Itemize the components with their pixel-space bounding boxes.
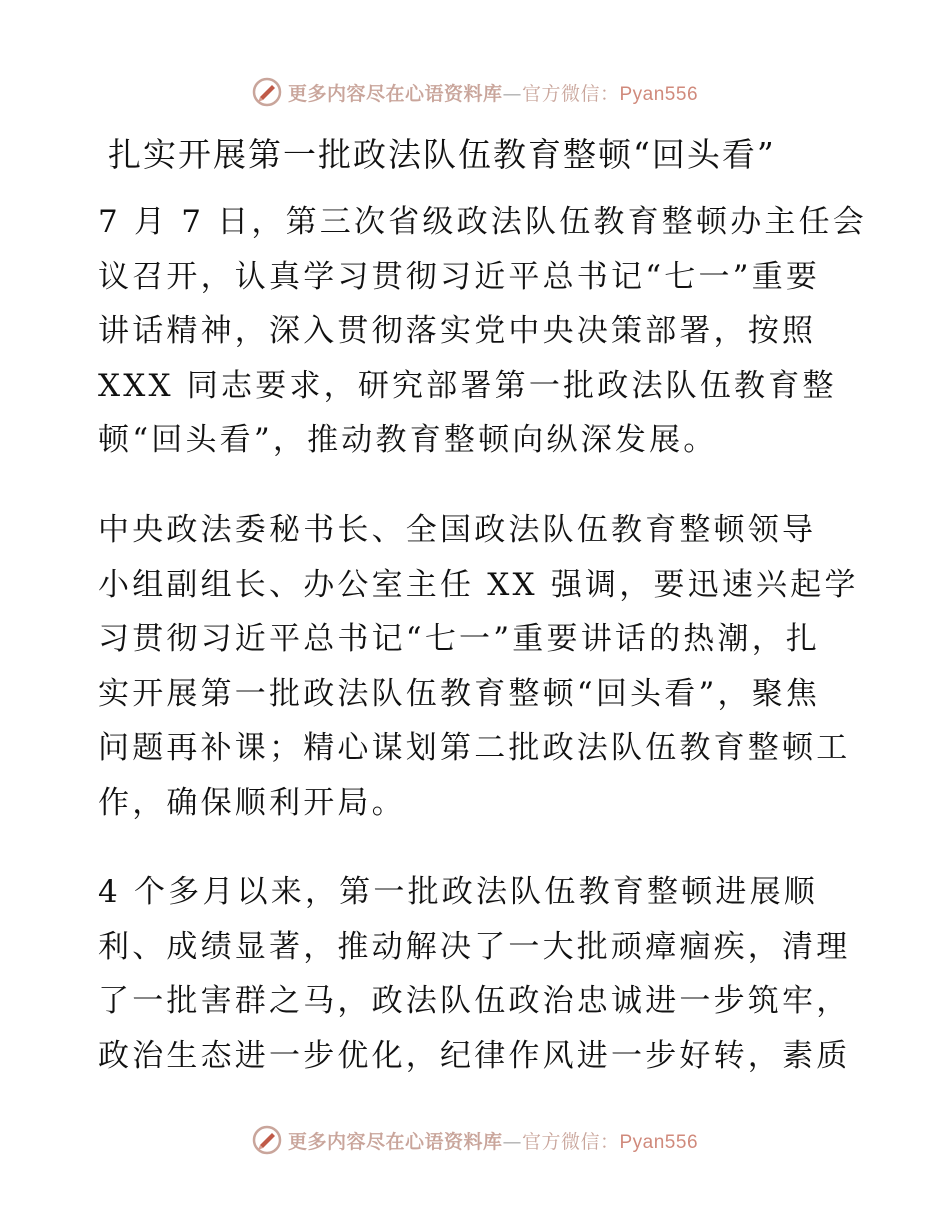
text-line: XXX 同志要求，研究部署第一批政法队伍教育整 [98,367,837,404]
watermark-sub-text: 官方微信： [521,1130,620,1153]
text-line: 政治生态进一步优化，纪律作风进一步好转，素质 [98,1037,851,1074]
text-line: 讲话精神，深入贯彻落实党中央决策部署，按照 [98,313,817,349]
text-line: 7 月 7 日，第三次省级政法队伍教育整顿办主任会 [98,204,868,240]
text-line: 实开展第一批政法队伍教育整顿“回头看”，聚焦 [98,675,821,712]
watermark-separator: — [502,82,522,105]
text-line: 利、成绩显著，推动解决了一大批顽瘴痼疾，清理 [98,928,851,965]
text-line: 议召开，认真学习贯彻习近平总书记“七一”重要 [98,258,821,295]
header-watermark [0,72,950,112]
paragraph-3 [98,865,850,1083]
footer-watermark [0,1120,950,1160]
document-title: 扎实开展第一批政法队伍教育整顿“回头看” [108,135,776,174]
text-line: 中央政法委秘书长、全国政法队伍教育整顿领导 [98,512,817,548]
paragraph-1 [98,195,868,468]
paragraph-2 [98,503,859,830]
watermark-wechat-id: Pyan556 [619,83,699,105]
logo-icon [252,77,282,107]
text-line: 问题再补课；精心谋划第二批政法队伍教育整顿工 [98,730,851,766]
text-line: 小组副组长、办公室主任 XX 强调，要迅速兴起学 [98,566,859,603]
watermark-sub-text: 官方微信： [521,82,620,105]
logo-icon [252,1125,282,1155]
text-line: 了一批害群之马，政法队伍政治忠诚进一步筑牢， [98,983,851,1019]
text-line: 作，确保顺利开局。 [98,784,406,821]
text-line: 4 个多月以来，第一批政法队伍教育整顿进展顺 [98,874,818,910]
watermark-main-text: 更多内容尽在心语资料库 [287,82,503,105]
watermark-main-text: 更多内容尽在心语资料库 [287,1130,503,1153]
text-line: 习贯彻习近平总书记“七一”重要讲话的热潮，扎 [98,621,821,657]
watermark-separator: — [502,1130,522,1153]
watermark-wechat-id: Pyan556 [619,1131,699,1153]
text-line: 顿“回头看”，推动教育整顿向纵深发展。 [98,422,718,458]
